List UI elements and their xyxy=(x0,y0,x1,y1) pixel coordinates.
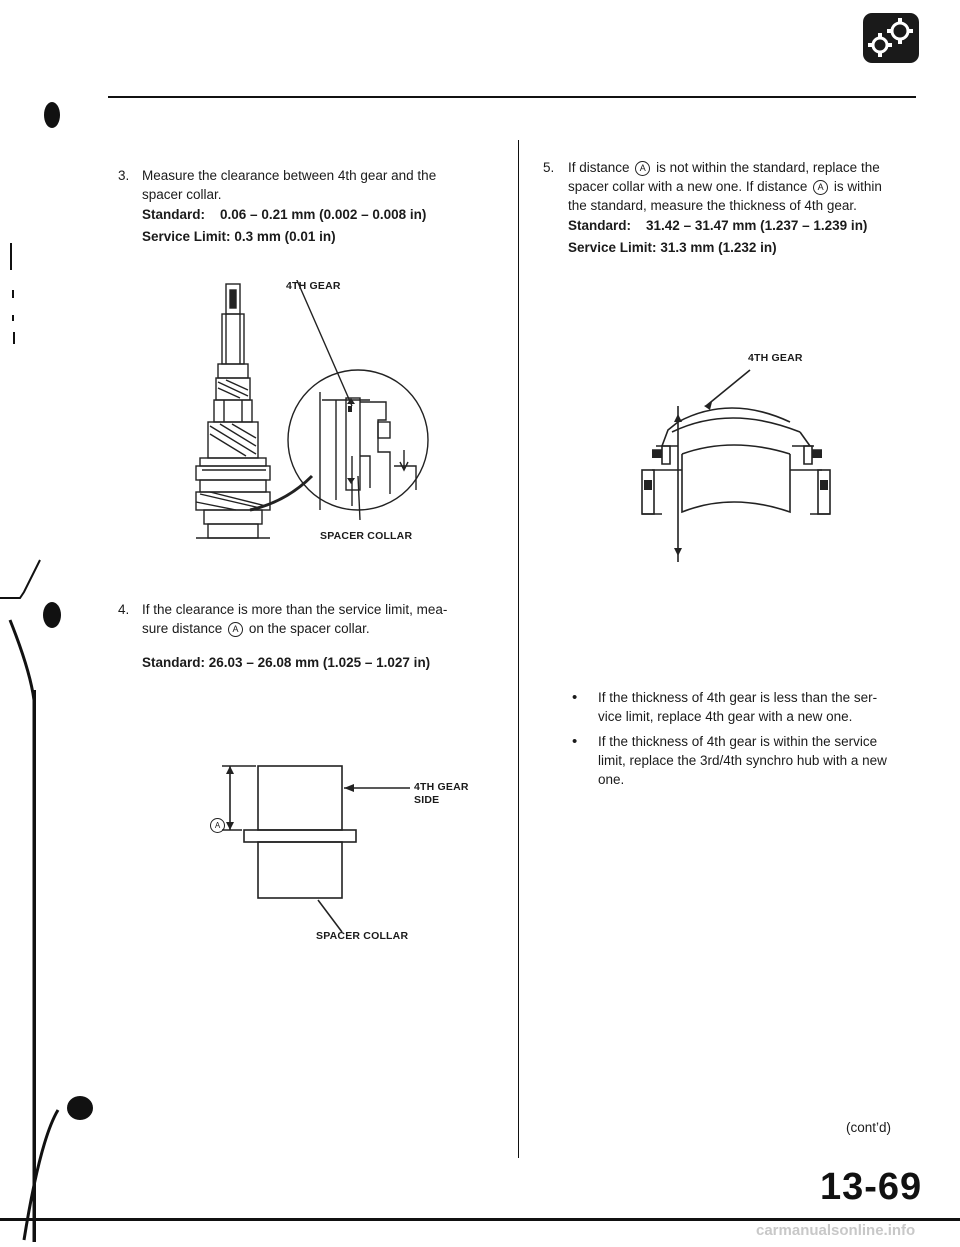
bullet-item xyxy=(572,688,922,726)
step5-service-value: 31.3 mm (1.232 in) xyxy=(660,240,777,255)
figure-4th-gear xyxy=(622,366,842,576)
column-divider xyxy=(518,140,519,1158)
continued-label: (cont’d) xyxy=(846,1120,892,1135)
fig1-gear-label: 4TH GEAR xyxy=(286,280,341,292)
step4-standard-label: Standard: xyxy=(142,655,206,670)
step5-standard xyxy=(568,216,867,235)
step3-service-limit xyxy=(142,227,336,246)
step5-line3: the standard, measure the thickness of 4th gear. xyxy=(568,198,857,213)
step5-service-limit xyxy=(568,238,777,257)
fig3-gear-label: 4TH GEAR xyxy=(748,352,803,364)
step3-service-label: Service Limit: xyxy=(142,229,231,244)
step5-text xyxy=(568,158,918,215)
fig2-dimension-a xyxy=(208,816,227,834)
fig2-collar-label: SPACER COLLAR xyxy=(316,930,409,942)
figure-shaft-clearance xyxy=(190,280,450,552)
fig2-gear-side-line2: SIDE xyxy=(414,794,440,806)
fig2-gear-side-line1: 4TH GEAR xyxy=(414,781,469,793)
page-number: 13-69 xyxy=(820,1166,923,1208)
footer-rule xyxy=(0,1218,960,1221)
step3-standard xyxy=(142,205,426,224)
bullet2-line2: limit, replace the 3rd/4th synchro hub with a new xyxy=(598,753,887,768)
fig2-gear-side-label xyxy=(414,781,469,807)
step3-line1: Measure the clearance between 4th gear and the xyxy=(142,168,437,183)
binding-edge xyxy=(0,0,110,1242)
step5-service-label: Service Limit: xyxy=(568,240,657,255)
step5-line1-before: If distance xyxy=(568,160,630,175)
bullet2-line1: • If the thickness of 4th gear is within the service xyxy=(598,734,878,749)
step4-standard-value: 26.03 – 26.08 mm (1.025 – 1.027 in) xyxy=(208,655,431,670)
distance-a-marker: A xyxy=(228,622,243,637)
step5-line1 xyxy=(568,158,918,177)
distance-a-marker: A xyxy=(813,180,828,195)
bullet-list xyxy=(572,688,922,795)
header-rule xyxy=(108,96,916,98)
step3-service-value: 0.3 mm (0.01 in) xyxy=(234,229,336,244)
step3-standard-value: 0.06 – 0.21 mm (0.002 – 0.008 in) xyxy=(220,207,427,222)
step4-standard xyxy=(142,653,430,672)
step4-line2 xyxy=(142,619,502,638)
bullet1-line2: vice limit, replace 4th gear with a new one. xyxy=(598,709,853,724)
fig2-dim-label: A xyxy=(210,818,225,833)
step4-text xyxy=(142,600,502,638)
bullet1-line1: • If the thickness of 4th gear is less than the ser- xyxy=(598,690,878,705)
step5-number: 5. xyxy=(543,160,555,175)
step4-line2-after: on the spacer collar. xyxy=(248,621,370,636)
watermark: carmanualsonline.info xyxy=(756,1222,916,1239)
step4-number: 4. xyxy=(118,602,130,617)
bullet2-line3: one. xyxy=(598,772,625,787)
step3-line2: spacer collar. xyxy=(142,187,222,202)
gear-cog-icon xyxy=(862,12,920,64)
step5-line2 xyxy=(568,177,918,196)
step5-standard-label: Standard: xyxy=(568,218,632,233)
fig1-collar-label: SPACER COLLAR xyxy=(320,530,413,542)
bullet-item xyxy=(572,732,922,789)
step4-line1: If the clearance is more than the service limit, mea- xyxy=(142,602,448,617)
step3-text xyxy=(142,166,492,204)
distance-a-marker: A xyxy=(635,161,650,176)
step3-number: 3. xyxy=(118,168,130,183)
step5-line2-before: spacer collar with a new one. If distance xyxy=(568,179,808,194)
step3-standard-label: Standard: xyxy=(142,207,206,222)
step4-line2-before: sure distance xyxy=(142,621,223,636)
step5-standard-value: 31.42 – 31.47 mm (1.237 – 1.239 in) xyxy=(646,218,868,233)
step5-line1-after: is not within the standard, replace the xyxy=(656,160,880,175)
step5-line2-after: is within xyxy=(833,179,882,194)
